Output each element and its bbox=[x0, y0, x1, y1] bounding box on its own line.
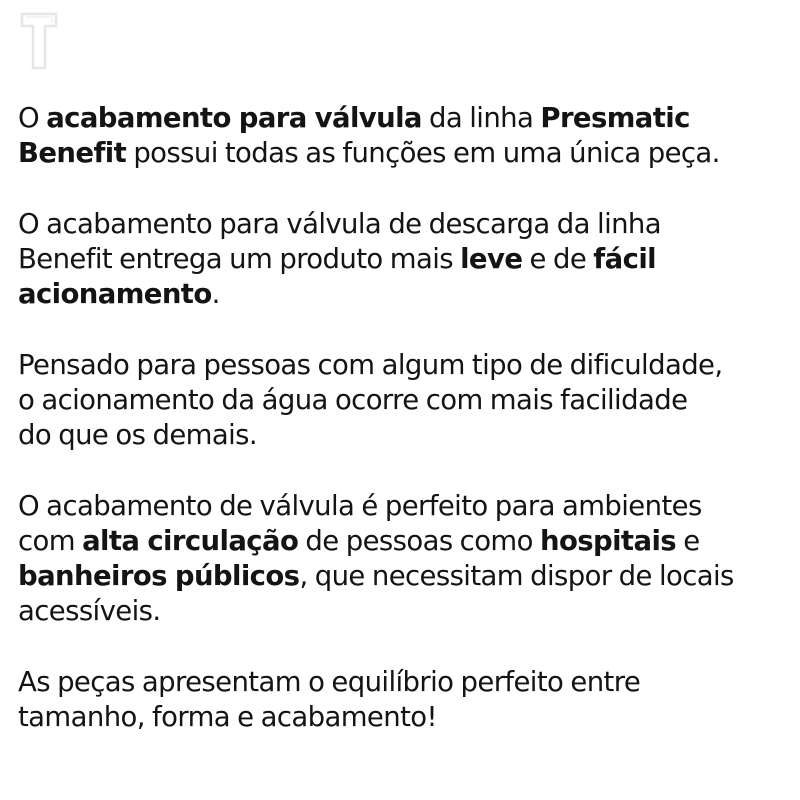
text-line bbox=[18, 348, 793, 383]
text-segment: acessíveis. bbox=[18, 595, 161, 627]
bold-text: leve bbox=[460, 243, 523, 275]
brand-t-logo-icon bbox=[20, 12, 58, 70]
text-segment: possui todas as funções em uma única peça. bbox=[126, 137, 720, 169]
text-segment: da linha bbox=[421, 102, 541, 134]
paragraph bbox=[18, 207, 793, 312]
text-segment: e bbox=[676, 525, 700, 557]
bold-text: acionamento bbox=[18, 278, 212, 310]
text-segment: de pessoas como bbox=[298, 525, 540, 557]
paragraph bbox=[18, 348, 793, 453]
paragraph bbox=[18, 665, 793, 735]
text-line bbox=[18, 101, 793, 136]
text-segment: O acabamento de válvula é perfeito para ambientes bbox=[18, 490, 702, 522]
text-line bbox=[18, 524, 793, 559]
bold-text: acabamento para válvula bbox=[46, 102, 422, 134]
text-line bbox=[18, 700, 793, 735]
text-segment: . bbox=[211, 278, 220, 310]
text-line bbox=[18, 559, 793, 594]
text-segment: As peças apresentam o equilíbrio perfeito entre bbox=[18, 666, 641, 698]
bold-text: Presmatic bbox=[540, 102, 690, 134]
text-segment: tamanho, forma e acabamento! bbox=[18, 701, 437, 733]
text-segment: , que necessitam dispor de locais bbox=[299, 560, 734, 592]
text-line bbox=[18, 665, 793, 700]
bold-text: banheiros públicos bbox=[18, 560, 300, 592]
text-segment: Benefit entrega um produto mais bbox=[18, 243, 461, 275]
paragraph bbox=[18, 101, 793, 171]
text-line bbox=[18, 418, 793, 453]
description-text bbox=[18, 101, 793, 771]
text-line bbox=[18, 383, 793, 418]
text-line bbox=[18, 489, 793, 524]
text-segment: do que os demais. bbox=[18, 419, 257, 451]
text-line bbox=[18, 207, 793, 242]
paragraph bbox=[18, 489, 793, 629]
text-segment: O bbox=[18, 102, 47, 134]
bold-text: hospitais bbox=[539, 525, 677, 557]
text-line bbox=[18, 136, 793, 171]
text-segment: O acabamento para válvula de descarga da linha bbox=[18, 208, 662, 240]
text-line bbox=[18, 594, 793, 629]
bold-text: Benefit bbox=[18, 137, 127, 169]
text-segment: Pensado para pessoas com algum tipo de dificuldade, bbox=[18, 349, 723, 381]
text-segment: o acionamento da água ocorre com mais facilidade bbox=[18, 384, 688, 416]
text-segment: e de bbox=[522, 243, 594, 275]
text-line bbox=[18, 242, 793, 277]
bold-text: alta circulação bbox=[82, 525, 299, 557]
text-line bbox=[18, 277, 793, 312]
bold-text: fácil bbox=[593, 243, 656, 275]
text-segment: com bbox=[18, 525, 83, 557]
